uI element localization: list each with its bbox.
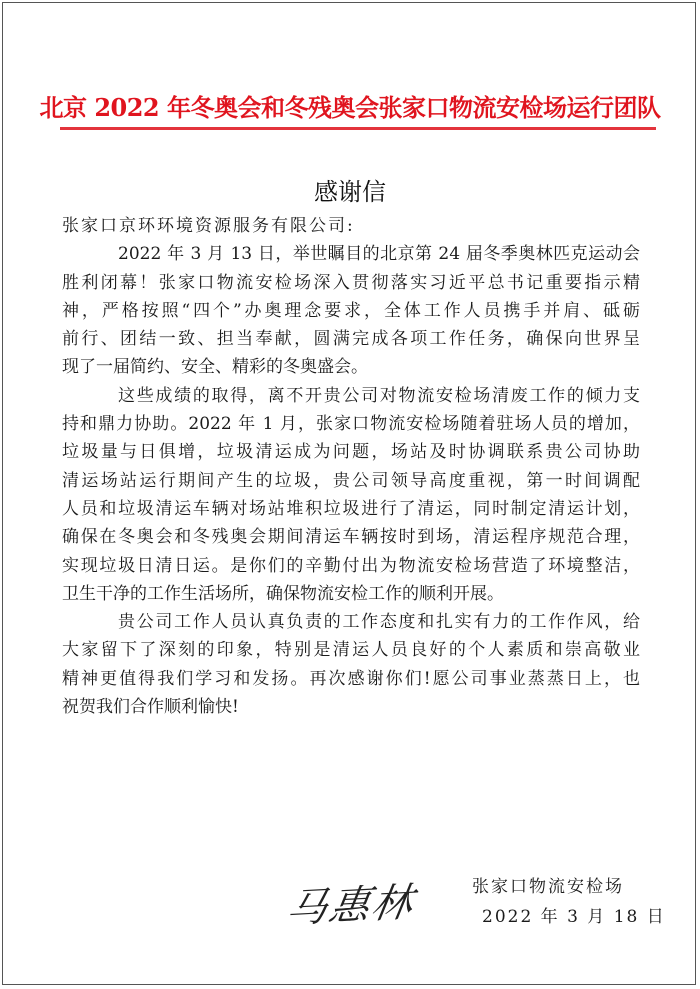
paragraph-line: 确保在冬奥会和冬残奥会期间清运车辆按时到场，清运程序规范合理， [62, 527, 640, 548]
organization-header: 北京 2022 年冬奥会和冬残奥会张家口物流安检场运行团队 [39, 93, 661, 122]
paragraph-line: 2022 年 3 月 13 日，举世瞩目的北京第 24 届冬季奥林匹克运动会 [118, 244, 640, 265]
signature-block [472, 872, 666, 932]
paragraph-line: 大家留下了深刻的印象，特别是清运人员良好的个人素质和崇高敬业 [62, 640, 640, 661]
paragraph-line: 清运场站运行期间产生的垃圾，贵公司领导高度重视，第一时间调配 [62, 470, 640, 491]
salutation: 张家口京环环境资源服务有限公司: [62, 216, 355, 236]
paragraph-line: 垃圾量与日俱增，垃圾清运成为问题，场站及时协调联系贵公司协助 [62, 442, 640, 463]
paragraph [62, 608, 640, 721]
paragraph [62, 240, 640, 381]
paragraph [62, 382, 640, 608]
letter-date: 2022 年 3 月 18 日 [482, 907, 666, 927]
paragraph-line: 神，严格按照“四个”办奥理念要求，全体工作人员携手并肩、砥砺 [62, 300, 640, 321]
paragraph-line: 现了一届简约、安全、精彩的冬奥盛会。 [62, 357, 368, 378]
paragraph-line: 精神更值得我们学习和发扬。再次感谢你们!愿公司事业蒸蒸日上，也 [62, 668, 640, 689]
paragraph-line: 祝贺我们合作顺利愉快! [62, 697, 239, 718]
sender-name: 张家口物流安检场 [472, 877, 624, 897]
header-divider [60, 127, 656, 130]
letter-title: 感谢信 [314, 178, 386, 206]
paragraph-line: 前行、团结一致、担当奉献，圆满完成各项工作任务，确保向世界呈 [62, 329, 640, 350]
paragraph-line: 这些成绩的取得，离不开贵公司对物流安检场清废工作的倾力支 [118, 385, 640, 406]
handwritten-signature: 马惠林 [283, 879, 418, 933]
paragraph-line: 胜利闭幕！张家口物流安检场深入贯彻落实习近平总书记重要指示精 [62, 272, 640, 293]
paragraph-line: 实现垃圾日清日运。是你们的辛勤付出为物流安检场营造了环境整洁， [62, 555, 640, 576]
paragraph-line: 贵公司工作人员认真负责的工作态度和扎实有力的工作作风，给 [118, 612, 640, 633]
letter-body [62, 212, 640, 721]
paragraph-line: 卫生干净的工作生活场所，确保物流安检工作的顺利开展。 [62, 583, 504, 604]
paragraph-line: 持和鼎力协助。2022 年 1 月，张家口物流安检场随着驻场人员的增加， [62, 414, 640, 435]
paragraph-line: 人员和垃圾清运车辆对场站堆积垃圾进行了清运，同时制定清运计划， [62, 498, 640, 519]
